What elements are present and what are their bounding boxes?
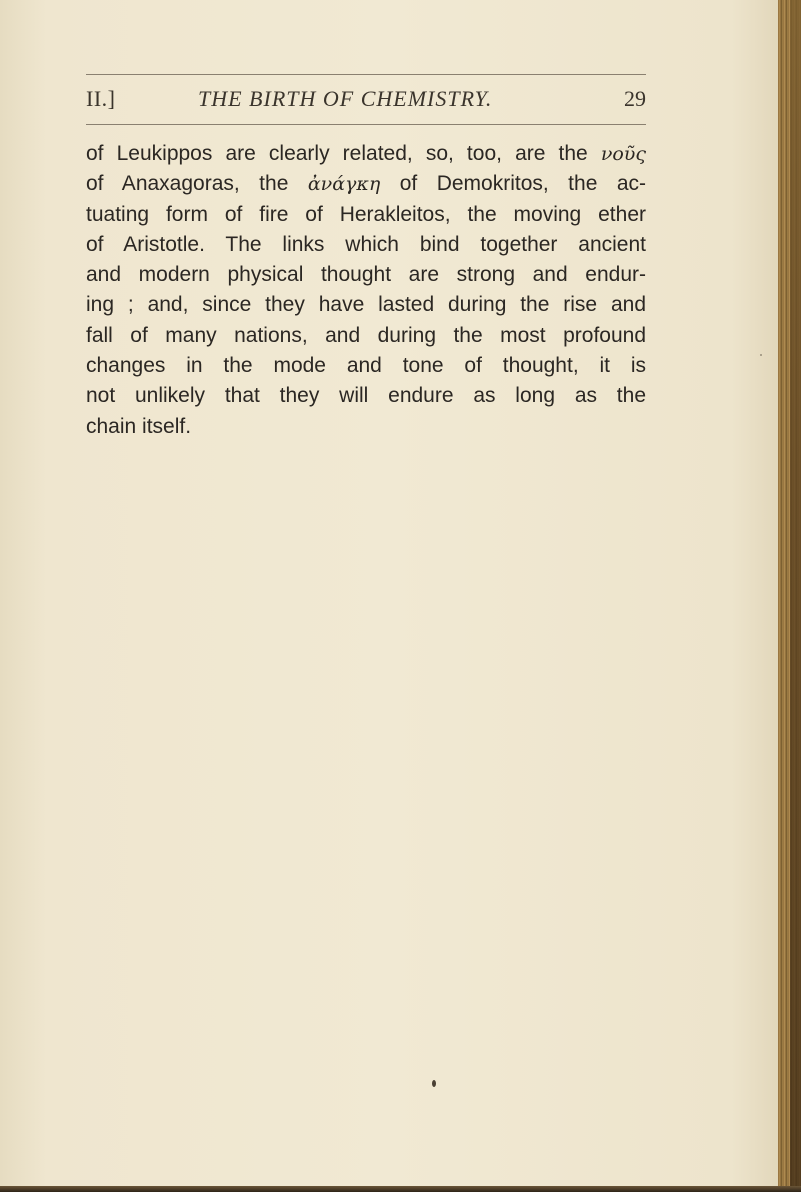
text-line: changes in the mode and tone of thought, it is xyxy=(86,354,646,378)
paper-speck xyxy=(760,354,762,356)
text-line: chain itself. xyxy=(86,414,192,438)
paper-speck xyxy=(432,1080,436,1087)
text-line: and modern physical thought are strong and endur- xyxy=(86,263,646,287)
greek-word-ananke: ἀνάγκη xyxy=(307,173,381,196)
header-bottom-rule xyxy=(86,124,646,125)
text-line: of Leukippos are clearly related, so, too, are the νοῦς xyxy=(86,142,646,165)
header-top-rule xyxy=(86,74,646,75)
text-line: tuating form of fire of Herakleitos, the moving ether xyxy=(86,202,646,226)
text-line: ing ; and, since they have lasted during the rise and xyxy=(86,293,646,317)
book-fore-edge-shadow xyxy=(790,0,801,1192)
book-bottom-edge xyxy=(0,1186,801,1192)
text-line: fall of many nations, and during the most profound xyxy=(86,323,646,347)
text-line: of Aristotle. The links which bind together ancient xyxy=(86,232,646,256)
running-header xyxy=(86,82,646,116)
text-line: not unlikely that they will endure as long as the xyxy=(86,384,646,408)
text-line: of Anaxagoras, the ἀνάγκη of Demokritos, the ac- xyxy=(86,172,646,196)
page-number: 29 xyxy=(624,86,646,111)
body-paragraph xyxy=(86,139,646,442)
chapter-marker: II.] xyxy=(86,86,116,111)
running-title: THE BIRTH OF CHEMISTRY. xyxy=(198,86,493,111)
greek-word-nous: νοῦς xyxy=(600,143,646,165)
